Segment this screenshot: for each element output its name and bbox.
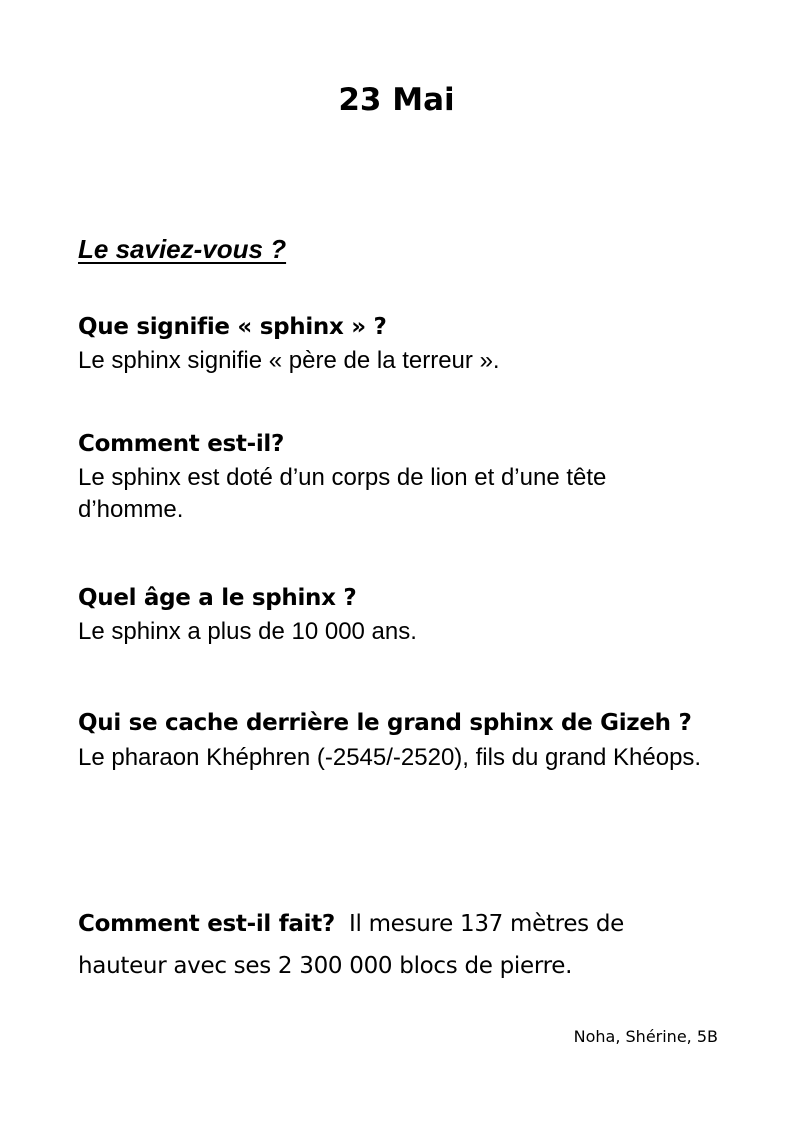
answer-appearance: Le sphinx est doté d’un corps de lion et d’une tête d’homme. bbox=[78, 464, 607, 523]
qa-item-construction bbox=[78, 903, 718, 987]
section-heading: Le saviez-vous ? bbox=[78, 234, 287, 264]
authors-signature: Noha, Shérine, 5B bbox=[573, 1027, 718, 1046]
question-identity: Qui se cache derrière le grand sphinx de Gizeh ? bbox=[78, 710, 692, 736]
question-meaning: Que signifie « sphinx » ? bbox=[78, 314, 387, 340]
qa-item-identity bbox=[78, 704, 718, 774]
answer-age: Le sphinx a plus de 10 000 ans. bbox=[78, 618, 417, 645]
answer-construction: Il mesure 137 mètres de hauteur avec ses 2 300 000 blocs de pierre. bbox=[78, 911, 625, 979]
qa-item-age bbox=[78, 580, 718, 648]
qa-item-appearance bbox=[78, 426, 718, 526]
question-appearance: Comment est-il? bbox=[78, 431, 285, 457]
qa-item-meaning bbox=[78, 309, 718, 377]
answer-meaning: Le sphinx signifie « père de la terreur ». bbox=[78, 347, 500, 374]
question-construction: Comment est-il fait? bbox=[78, 911, 335, 937]
answer-identity: Le pharaon Khéphren (-2545/-2520), fils du grand Khéops. bbox=[78, 744, 702, 771]
page-title: 23 Mai bbox=[338, 82, 455, 118]
question-age: Quel âge a le sphinx ? bbox=[78, 585, 357, 611]
